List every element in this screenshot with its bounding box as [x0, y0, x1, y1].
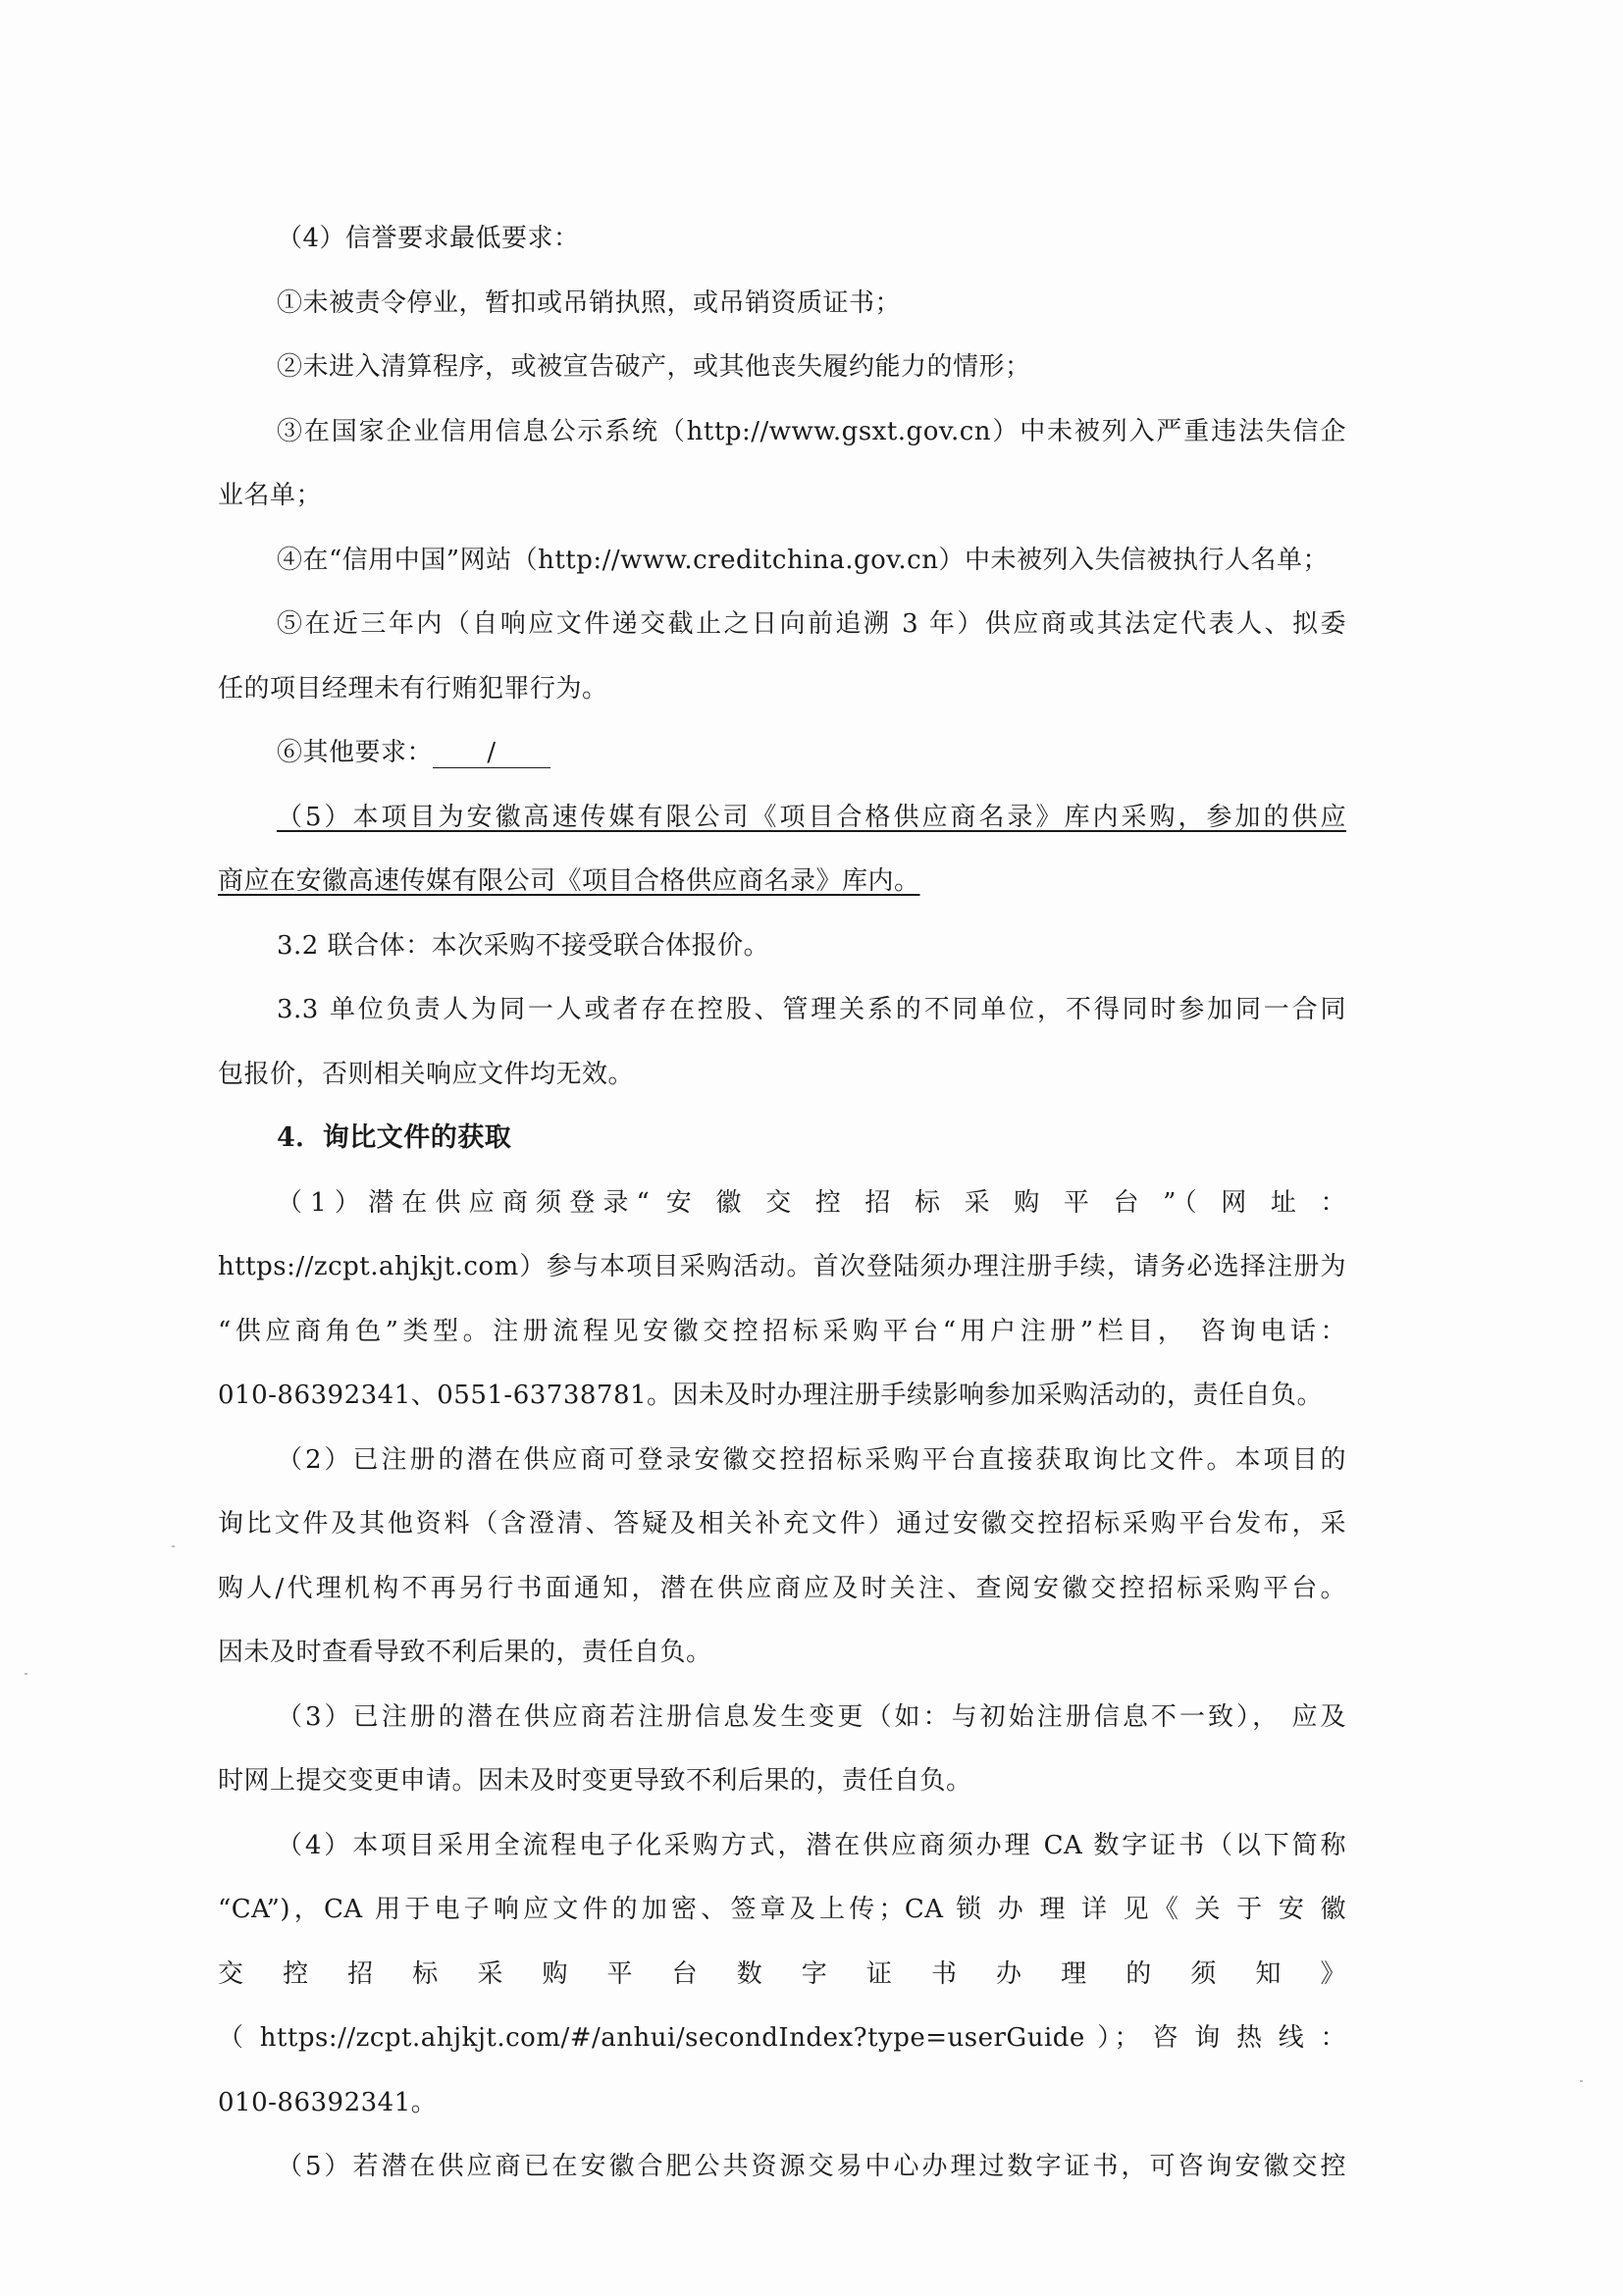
para-4-1-line-4: 010-86392341、0551-63738781。因未及时办理注册手续影响参加采购活动的，责任自负。 [218, 1381, 1324, 1410]
para-4-4-line-2: “CA”)，CA 用于电子响应文件的加密、签章及上传；CA 锁 办 理 详 见《 关 于 安 徽 [218, 1895, 1346, 1924]
para-4-2-line-4: 因未及时查看导致不利后果的，责任自负。 [218, 1638, 712, 1667]
other-requirements-label: ⑥其他要求： [277, 738, 434, 767]
para-4-4-line-1: （4）本项目采用全流程电子化采购方式，潜在供应商须办理 CA 数字证书（以下简称 [277, 1831, 1346, 1860]
credit-item-1: ①未被责令停业，暂扣或吊销执照，或吊销资质证书； [277, 288, 902, 318]
scan-speck [1580, 2080, 1583, 2082]
scan-speck [172, 1545, 175, 1547]
para-4-4-line-4: （ https://zcpt.ahjkjt.com/#/anhui/secondIndex?type=userGuide ）； 咨 询 热 线 ： [218, 2023, 1346, 2053]
para-4-2-line-3: 购人/代理机构不再另行书面通知，潜在供应商应及时关注、查阅安徽交控招标采购平台。 [218, 1574, 1346, 1603]
consortium-clause: 3.2 联合体：本次采购不接受联合体报价。 [277, 931, 770, 961]
related-units-clause-line-2: 包报价，否则相关响应文件均无效。 [218, 1060, 635, 1089]
scan-speck [25, 1673, 27, 1675]
credit-requirements-title: （4）信誉要求最低要求： [277, 224, 580, 253]
credit-item-4: ④在“信用中国”网站（http://www.creditchina.gov.cn）中未被列入失信被执行人名单； [277, 546, 1329, 575]
para-4-3-line-2: 时网上提交变更申请。因未及时变更导致不利后果的，责任自负。 [218, 1766, 972, 1796]
para-4-1-line-2: https://zcpt.ahjkjt.com）参与本项目采购活动。首次登陆须办理注册手续，请务必选择注册为 [218, 1252, 1346, 1281]
para-4-4-line-3: 交 控 招 标 采 购 平 台 数 字 证 书 办 理 的 须 知 》 [218, 1959, 1346, 1989]
para-4-5-line-1: （5）若潜在供应商已在安徽合肥公共资源交易中心办理过数字证书，可咨询安徽交控 [277, 2152, 1346, 2181]
section-heading-4: 4．询比文件的获取 [277, 1122, 512, 1153]
para-4-2-line-2: 询比文件及其他资料（含澄清、答疑及相关补充文件）通过安徽交控招标采购平台发布，采 [218, 1509, 1346, 1539]
credit-item-5: ⑤在近三年内（自响应文件递交截止之日向前追溯 3 年）供应商或其法定代表人、拟委 [277, 609, 1346, 639]
para-4-1-line-1: （1）潜在供应商须登录“ 安 徽 交 控 招 标 采 购 平 台 ”（ 网 址 ： [277, 1188, 1346, 1218]
credit-item-5-cont: 任的项目经理未有行贿犯罪行为。 [218, 674, 608, 704]
other-requirements-value: / [433, 738, 550, 768]
para-4-3-line-1: （3）已注册的潜在供应商若注册信息发生变更（如：与初始注册信息不一致）， 应及 [277, 1702, 1346, 1732]
related-units-clause-line-1: 3.3 单位负责人为同一人或者存在控股、管理关系的不同单位，不得同时参加同一合同 [277, 995, 1346, 1024]
supplier-library-line-1: （5）本项目为安徽高速传媒有限公司《项目合格供应商名录》库内采购，参加的供应 [277, 803, 1346, 832]
credit-item-3: ③在国家企业信用信息公示系统（http://www.gsxt.gov.cn）中未被列入严重违法失信企 [277, 417, 1346, 446]
credit-item-3-cont: 业名单； [218, 481, 323, 510]
credit-item-2: ②未进入清算程序，或被宣告破产，或其他丧失履约能力的情形； [277, 352, 1031, 382]
para-4-2-line-1: （2）已注册的潜在供应商可登录安徽交控招标采购平台直接获取询比文件。本项目的 [277, 1445, 1346, 1475]
credit-item-6 [277, 736, 550, 769]
para-4-1-line-3: “供应商角色”类型。注册流程见安徽交控招标采购平台“用户注册”栏目， 咨询电话： [218, 1317, 1346, 1346]
para-4-4-line-5: 010-86392341。 [218, 2088, 438, 2117]
supplier-library-line-2: 商应在安徽高速传媒有限公司《项目合格供应商名录》库内。 [218, 866, 920, 896]
